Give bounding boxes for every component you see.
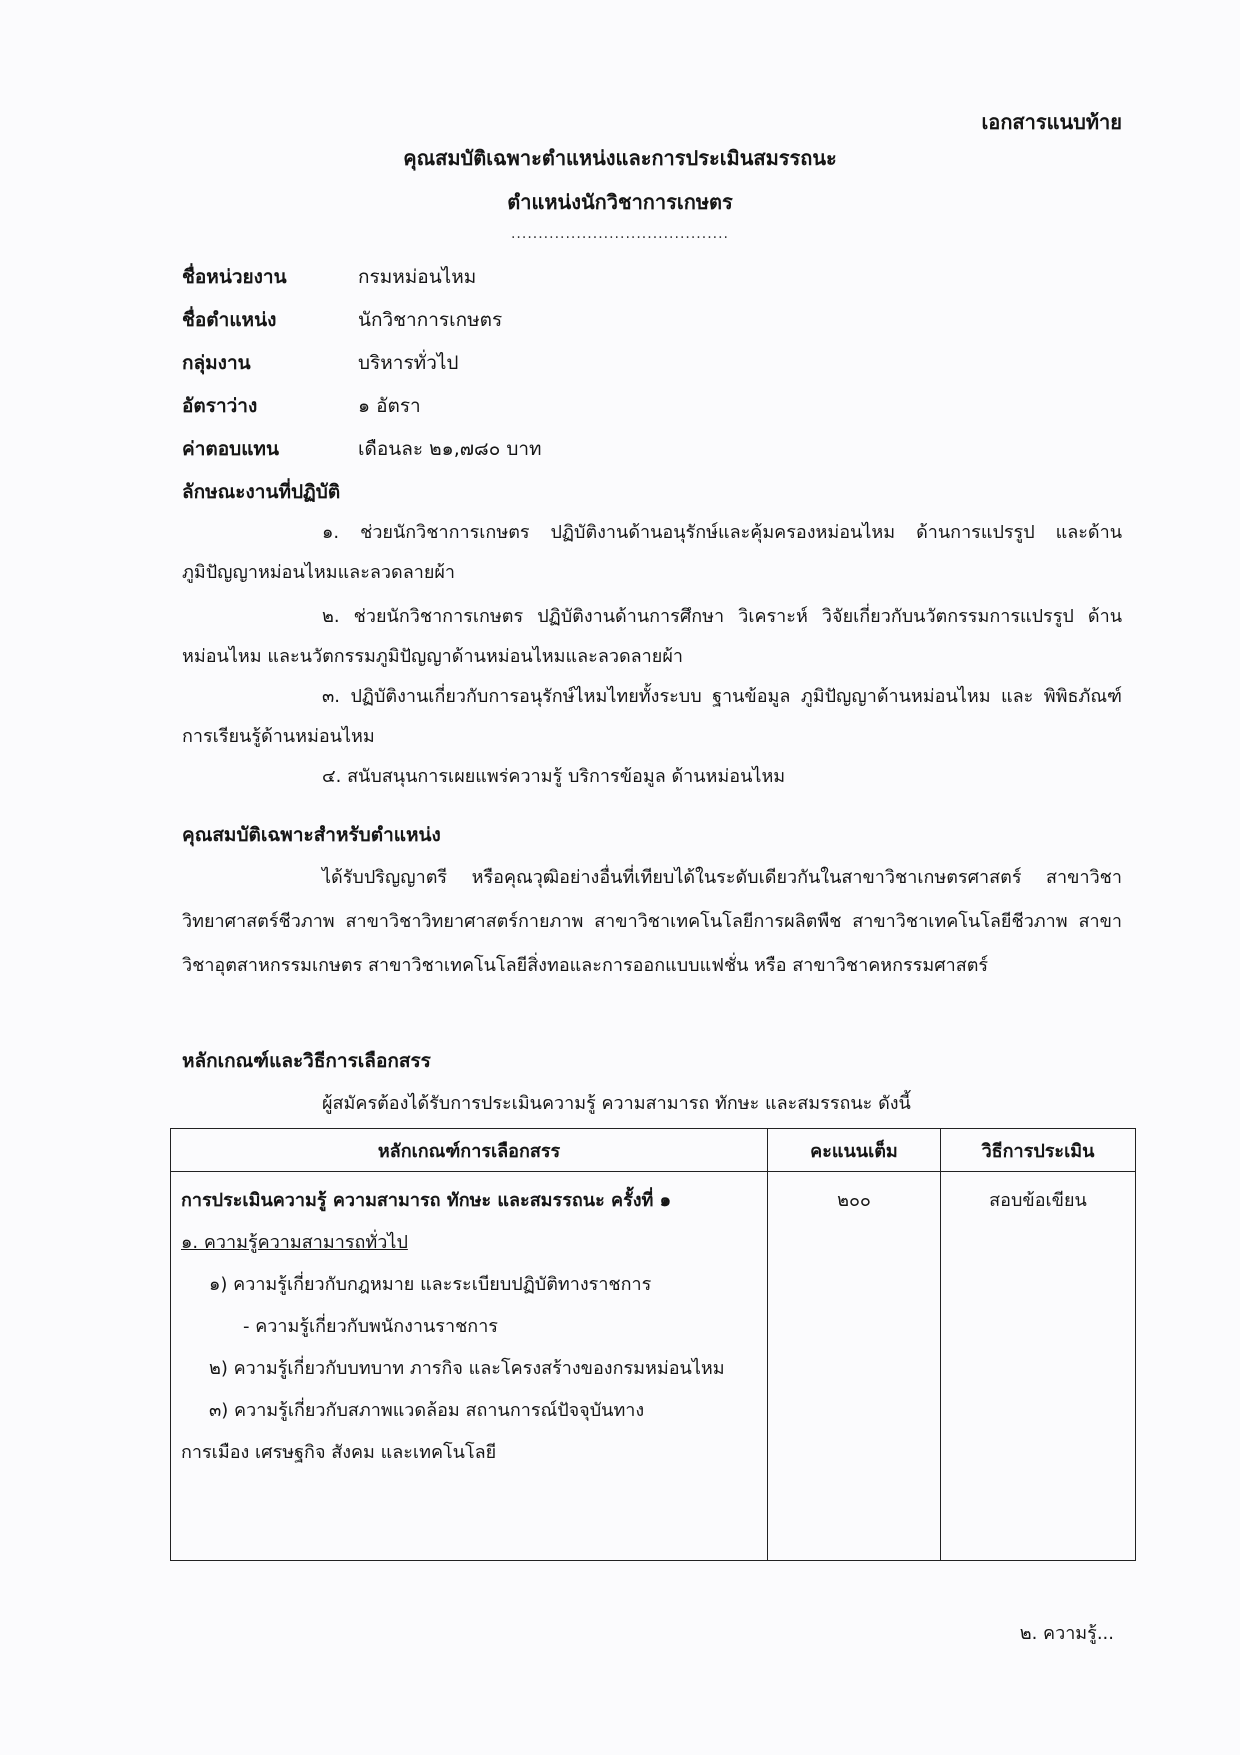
criteria-sub-1: ๑) ความรู้เกี่ยวกับกฎหมาย และระเบียบปฏิบัติทางราชการ (209, 1274, 652, 1295)
duty-item-1-text: ๑. ช่วยนักวิชาการเกษตร ปฏิบัติงานด้านอนุรักษ์และคุ้มครองหม่อนไหม ด้านการแปรรูป และด้านภูมิปัญญาหม่อนไหมและลวดลายผ้า (182, 522, 1122, 583)
work-group-value: บริหารทั่วไป (358, 352, 459, 374)
vacancies-label: อัตราว่าง (182, 395, 258, 417)
duties-heading: ลักษณะงานที่ปฏิบัติ (182, 481, 341, 503)
criteria-sub-3: ๓) ความรู้เกี่ยวกับสภาพแวดล้อม สถานการณ์ปัจจุบันทาง (209, 1400, 645, 1421)
salary-value: เดือนละ ๒๑,๗๘๐ บาท (358, 438, 542, 460)
column-header-method: วิธีการประเมิน (941, 1129, 1136, 1172)
title-separator: ........................................ (510, 226, 729, 242)
duty-item-1 (182, 513, 1122, 593)
criteria-sub-3-cont: การเมือง เศรษฐกิจ สังคม และเทคโนโลยี (181, 1442, 497, 1463)
document-subtitle: ตำแหน่งนักวิชาการเกษตร (507, 190, 733, 214)
work-group-label: กลุ่มงาน (182, 352, 251, 374)
column-header-score: คะแนนเต็ม (768, 1129, 941, 1172)
position-label: ชื่อตำแหน่ง (182, 309, 277, 331)
full-score-value: ๒๐๐ (837, 1190, 871, 1211)
vacancies-value: ๑ อัตรา (358, 395, 421, 417)
document-title: คุณสมบัติเฉพาะตำแหน่งและการประเมินสมรรถนะ (403, 146, 837, 170)
table-header-row (171, 1129, 1136, 1172)
agency-value: กรมหม่อนไหม (358, 266, 477, 288)
duty-item-3-text: ๓. ปฏิบัติงานเกี่ยวกับการอนุรักษ์ไหมไทยทั้งระบบ ฐานข้อมูล ภูมิปัญญาด้านหม่อนไหม และ พิพิธภัณฑ์การเรียนรู้ด้านหม่อนไหม (182, 686, 1122, 747)
duty-item-4-text: ๔. สนับสนุนการเผยแพร่ความรู้ บริการข้อมูล ด้านหม่อนไหม (322, 766, 786, 787)
assessment-method-value: สอบข้อเขียน (989, 1190, 1087, 1211)
criteria-section: ๑. ความรู้ความสามารถทั่วไป (181, 1232, 408, 1253)
selection-criteria-table (170, 1128, 1136, 1561)
salary-label: ค่าตอบแทน (182, 438, 279, 460)
criteria-cell (171, 1172, 768, 1561)
duty-item-2-text: ๒. ช่วยนักวิชาการเกษตร ปฏิบัติงานด้านการศึกษา วิเคราะห์ วิจัยเกี่ยวกับนวัตกรรมการแปรรูป ด้านหม่อนไหม และนวัตกรรมภูมิปัญญาด้านหม่อนไหมและลวดลายผ้า (182, 606, 1122, 667)
selection-heading: หลักเกณฑ์และวิธีการเลือกสรร (182, 1050, 431, 1072)
qualifications-paragraph (182, 856, 1122, 988)
score-cell (768, 1172, 941, 1561)
column-header-criteria: หลักเกณฑ์การเลือกสรร (171, 1129, 768, 1172)
table-row (171, 1172, 1136, 1561)
position-value: นักวิชาการเกษตร (358, 309, 503, 331)
selection-intro: ผู้สมัครต้องได้รับการประเมินความรู้ ความสามารถ ทักษะ และสมรรถนะ ดังนี้ (322, 1093, 911, 1114)
continued-marker: ๒. ความรู้... (1019, 1623, 1114, 1644)
attachment-label: เอกสารแนบท้าย (981, 110, 1122, 134)
criteria-sub-2: ๒) ความรู้เกี่ยวกับบทบาท ภารกิจ และโครงสร้างของกรมหม่อนไหม (209, 1358, 725, 1379)
qualifications-heading: คุณสมบัติเฉพาะสำหรับตำแหน่ง (182, 824, 441, 846)
qualifications-text: ได้รับปริญญาตรี หรือคุณวุฒิอย่างอื่นที่เทียบได้ในระดับเดียวกันในสาขาวิชาเกษตรศาสตร์ สาขาวิชาวิทยาศาสตร์ชีวภาพ สาขาวิชาวิทยาศาสตร์กายภาพ สาขาวิชาเทคโนโลยีการผลิตพืช สาขาวิชาเทคโนโลยีชีวภาพ สาขาวิชาอุตสาหกรรมเกษตร สาขาวิชาเทคโนโลยีสิ่งทอและการออกแบบแฟชั่น หรือ สาขาวิชาคหกรรมศาสตร์ (182, 867, 1122, 976)
duty-item-2 (182, 597, 1122, 677)
method-cell (941, 1172, 1136, 1561)
criteria-sub-1a: - ความรู้เกี่ยวกับพนักงานราชการ (243, 1316, 498, 1337)
duty-item-3 (182, 677, 1122, 757)
agency-label: ชื่อหน่วยงาน (182, 266, 287, 288)
duty-item-4 (182, 757, 1122, 797)
criteria-title: การประเมินความรู้ ความสามารถ ทักษะ และสมรรถนะ ครั้งที่ ๑ (181, 1190, 672, 1211)
